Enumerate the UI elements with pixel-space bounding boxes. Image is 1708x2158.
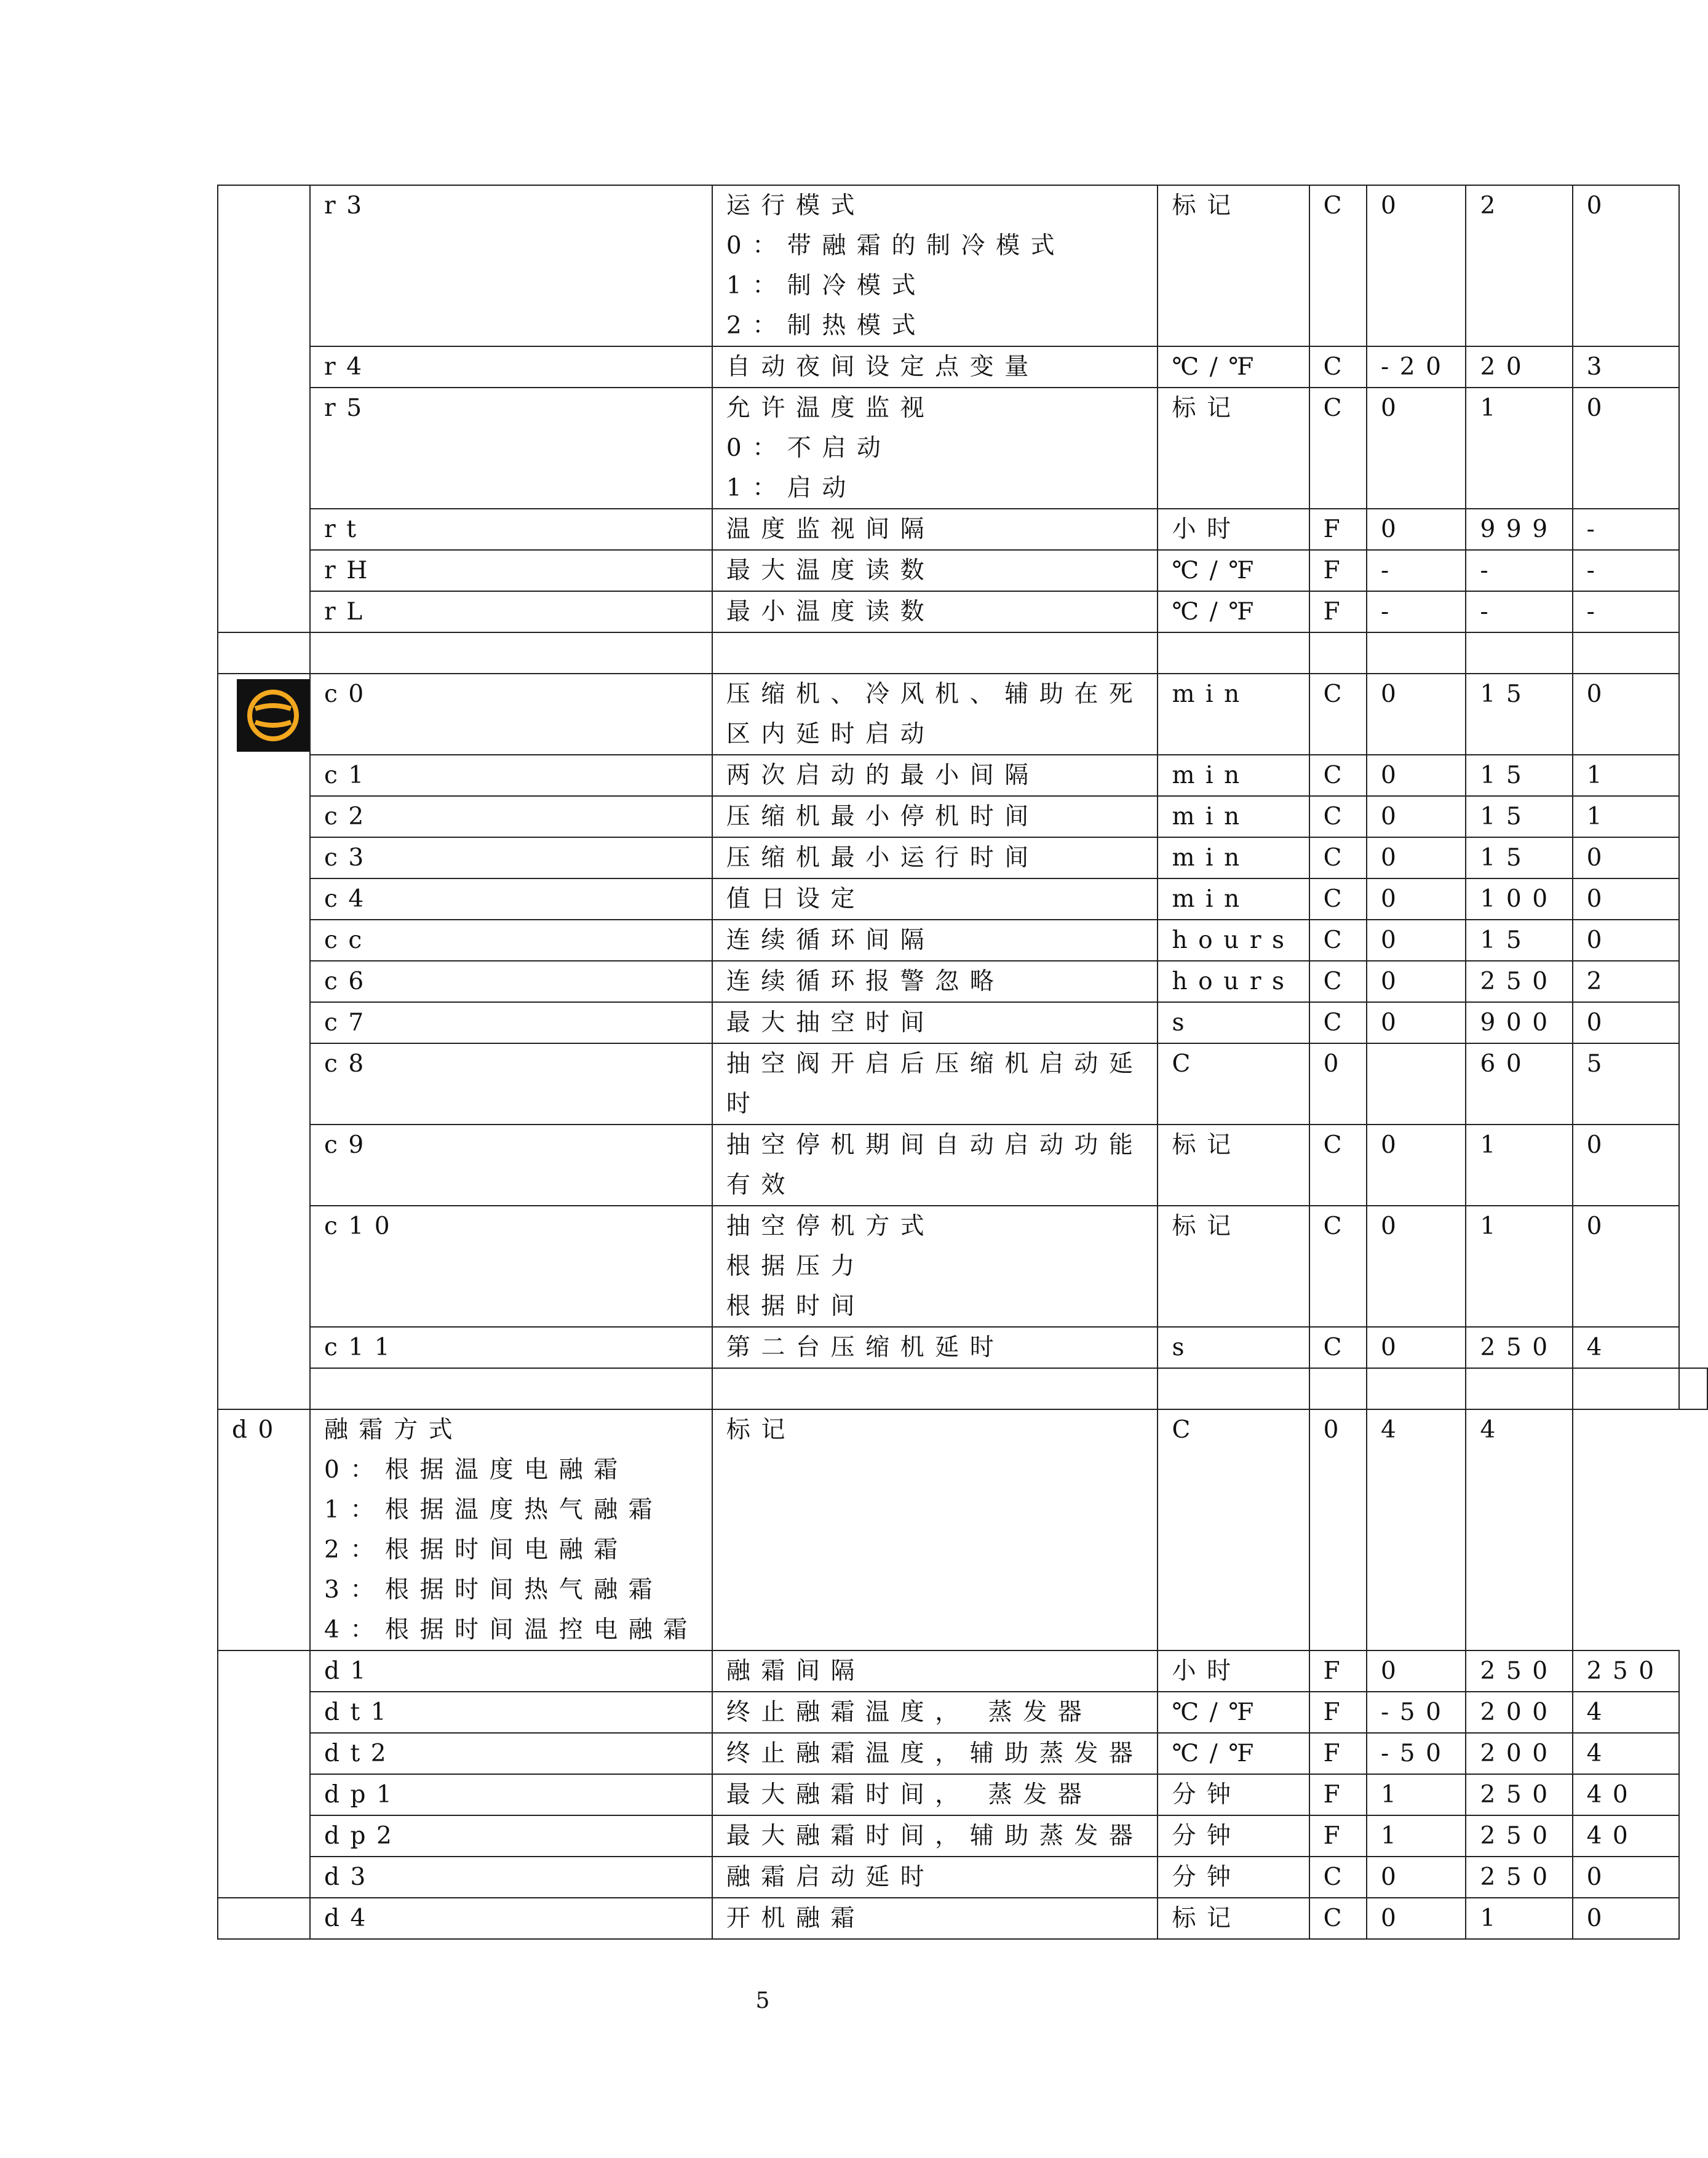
param-min: 0 — [1367, 185, 1466, 346]
param-code: c10 — [310, 1206, 712, 1327]
param-level: C — [1309, 837, 1367, 878]
param-unit: C — [1158, 1043, 1309, 1125]
page-number: 5 — [755, 1988, 770, 2013]
param-code: c11 — [310, 1327, 712, 1368]
param-code: d3 — [310, 1857, 712, 1898]
param-default: 40 — [1573, 1815, 1679, 1857]
empty-cell — [712, 632, 1158, 674]
param-description — [712, 837, 1158, 878]
param-code: rL — [310, 591, 712, 632]
param-description — [712, 1327, 1158, 1368]
param-min: 0 — [1367, 1125, 1466, 1206]
param-max: 200 — [1466, 1733, 1572, 1774]
description-line: 1：制冷模式 — [726, 272, 926, 300]
param-code: c7 — [310, 1002, 712, 1043]
param-code: rt — [310, 509, 712, 550]
param-unit: 标记 — [1158, 388, 1309, 509]
param-description — [712, 1815, 1158, 1857]
parameter-row — [218, 1002, 1707, 1043]
param-unit: hours — [1158, 961, 1309, 1002]
param-default: 1 — [1573, 755, 1679, 796]
parameter-row — [218, 1327, 1707, 1368]
param-code: dp2 — [310, 1815, 712, 1857]
parameter-row — [218, 1733, 1707, 1774]
description-line: 融霜间隔 — [726, 1657, 866, 1685]
param-level: C — [1309, 878, 1367, 920]
param-max: 15 — [1466, 755, 1572, 796]
parameter-row — [218, 1125, 1707, 1206]
description-line: 融霜启动延时 — [726, 1863, 935, 1891]
param-code: rH — [310, 550, 712, 591]
parameter-row — [218, 346, 1707, 388]
param-default: 2 — [1573, 961, 1679, 1002]
param-min: 0 — [1367, 1857, 1466, 1898]
param-level: C — [1309, 674, 1367, 755]
param-default: 0 — [1573, 674, 1679, 755]
param-level: 0 — [1309, 1043, 1367, 1125]
param-code: d4 — [310, 1898, 712, 1939]
param-level: F — [1309, 591, 1367, 632]
param-unit: 标记 — [1158, 1206, 1309, 1327]
empty-cell — [712, 1368, 1158, 1409]
parameter-row — [218, 920, 1707, 961]
description-line: 压缩机最小停机时间 — [726, 803, 1039, 830]
param-default: 0 — [1573, 1857, 1679, 1898]
param-max: 900 — [1466, 1002, 1572, 1043]
param-default: 4 — [1466, 1409, 1572, 1650]
param-code: c6 — [310, 961, 712, 1002]
parameter-row — [218, 1206, 1707, 1327]
description-line: 3：根据时间热气融霜 — [324, 1576, 664, 1604]
param-description — [712, 346, 1158, 388]
param-unit: min — [1158, 796, 1309, 837]
param-description — [310, 1409, 712, 1650]
param-level: C — [1309, 920, 1367, 961]
param-level: F — [1309, 1692, 1367, 1733]
description-line: 0：根据温度电融霜 — [324, 1456, 629, 1484]
param-code: cc — [310, 920, 712, 961]
param-description — [712, 1774, 1158, 1815]
parameter-row — [218, 1692, 1707, 1733]
param-description — [712, 185, 1158, 346]
description-line: 2：根据时间电融霜 — [324, 1536, 629, 1564]
param-min: -20 — [1367, 346, 1466, 388]
param-code: r4 — [310, 346, 712, 388]
empty-cell — [1367, 632, 1466, 674]
param-description — [712, 1002, 1158, 1043]
param-max: 250 — [1466, 1774, 1572, 1815]
param-description — [712, 878, 1158, 920]
description-line: 4：根据时间温控电融霜 — [324, 1616, 698, 1644]
param-code: dt1 — [310, 1692, 712, 1733]
param-default: 0 — [1573, 1206, 1679, 1327]
description-line: 0：不启动 — [726, 434, 892, 462]
param-min: 0 — [1367, 1898, 1466, 1939]
param-level: C — [1309, 185, 1367, 346]
param-code: dp1 — [310, 1774, 712, 1815]
param-default: 0 — [1573, 1898, 1679, 1939]
description-line: 两次启动的最小间隔 — [726, 762, 1039, 789]
param-level: F — [1309, 550, 1367, 591]
description-line: 压缩机、冷风机、辅助在死区内延时启动 — [726, 680, 1144, 748]
parameter-row — [218, 1774, 1707, 1815]
empty-cell — [1158, 632, 1309, 674]
parameter-row — [218, 1857, 1707, 1898]
empty-cell — [1309, 1368, 1367, 1409]
param-min: -50 — [1367, 1733, 1466, 1774]
param-unit: 标记 — [1158, 1125, 1309, 1206]
empty-cell — [1466, 632, 1572, 674]
parameter-row — [218, 1898, 1707, 1939]
param-description — [712, 961, 1158, 1002]
empty-cell — [1573, 1368, 1679, 1409]
description-line: 最大抽空时间 — [726, 1009, 935, 1037]
description-line: 连续循环报警忽略 — [726, 968, 1005, 995]
spacer-row — [218, 1368, 1707, 1409]
param-level: C — [1309, 1206, 1367, 1327]
group-icon-cell — [218, 674, 310, 1409]
param-max: 999 — [1466, 509, 1572, 550]
param-max: 15 — [1466, 674, 1572, 755]
param-level: C — [1309, 961, 1367, 1002]
param-min: 0 — [1367, 1327, 1466, 1368]
param-code: c9 — [310, 1125, 712, 1206]
param-default: 0 — [1573, 185, 1679, 346]
param-description — [712, 1733, 1158, 1774]
group-icon-cell — [218, 1898, 310, 1939]
param-unit: s — [1158, 1002, 1309, 1043]
param-unit: ℃/℉ — [1158, 591, 1309, 632]
description-line: 抽空停机方式 — [726, 1212, 935, 1240]
param-max: 4 — [1367, 1409, 1466, 1650]
param-default: 40 — [1573, 1774, 1679, 1815]
param-min: 0 — [1367, 755, 1466, 796]
empty-cell — [1158, 1368, 1309, 1409]
param-max: 100 — [1466, 878, 1572, 920]
param-default: 4 — [1573, 1327, 1679, 1368]
param-min — [1367, 1043, 1466, 1125]
param-level: F — [1309, 1733, 1367, 1774]
description-line: 最大融霜时间， 蒸发器 — [726, 1781, 1093, 1809]
param-min: 1 — [1367, 1815, 1466, 1857]
description-line: 2：制热模式 — [726, 312, 926, 340]
param-code: c8 — [310, 1043, 712, 1125]
parameter-row — [218, 674, 1707, 755]
param-default: 5 — [1573, 1043, 1679, 1125]
param-description — [712, 1206, 1158, 1327]
compressor-icon — [237, 679, 309, 752]
parameter-row — [218, 1650, 1707, 1692]
param-max: 250 — [1466, 1327, 1572, 1368]
param-unit: 标记 — [1158, 1898, 1309, 1939]
param-min: 0 — [1367, 837, 1466, 878]
description-line: 运行模式 — [726, 192, 866, 220]
param-code: dt2 — [310, 1733, 712, 1774]
param-code: c0 — [310, 674, 712, 755]
parameter-row — [218, 388, 1707, 509]
param-max: 1 — [1466, 1898, 1572, 1939]
param-unit: min — [1158, 837, 1309, 878]
param-code: c3 — [310, 837, 712, 878]
param-min: 0 — [1367, 1206, 1466, 1327]
param-level: C — [1158, 1409, 1309, 1650]
parameter-row — [218, 837, 1707, 878]
empty-cell — [1309, 632, 1367, 674]
empty-cell — [218, 632, 310, 674]
param-max: 200 — [1466, 1692, 1572, 1733]
parameter-row — [218, 796, 1707, 837]
description-line: 连续循环间隔 — [726, 926, 935, 954]
param-default: 0 — [1573, 837, 1679, 878]
param-default: 250 — [1573, 1650, 1679, 1692]
parameter-row — [218, 509, 1707, 550]
spacer-row — [218, 632, 1707, 674]
param-max: 250 — [1466, 961, 1572, 1002]
param-default: 0 — [1573, 878, 1679, 920]
description-line: 允许温度监视 — [726, 394, 935, 422]
param-default: - — [1573, 591, 1679, 632]
param-min: 0 — [1367, 878, 1466, 920]
param-min: 0 — [1367, 1650, 1466, 1692]
param-unit: min — [1158, 878, 1309, 920]
param-level: C — [1309, 796, 1367, 837]
param-description — [712, 1650, 1158, 1692]
param-description — [712, 796, 1158, 837]
description-line: 最大融霜时间，辅助蒸发器 — [726, 1822, 1144, 1850]
param-description — [712, 1043, 1158, 1125]
param-max: 1 — [1466, 1206, 1572, 1327]
param-default: 0 — [1573, 388, 1679, 509]
param-unit: hours — [1158, 920, 1309, 961]
param-max: 20 — [1466, 346, 1572, 388]
param-max: 15 — [1466, 920, 1572, 961]
param-max: 15 — [1466, 837, 1572, 878]
param-level: F — [1309, 1774, 1367, 1815]
param-unit: 小时 — [1158, 509, 1309, 550]
param-level: C — [1309, 1898, 1367, 1939]
description-line: 自动夜间设定点变量 — [726, 353, 1039, 381]
param-min: 0 — [1367, 796, 1466, 837]
param-default: - — [1573, 550, 1679, 591]
parameter-row — [218, 1409, 1707, 1650]
param-level: C — [1309, 1327, 1367, 1368]
param-description — [712, 550, 1158, 591]
description-line: 温度监视间隔 — [726, 516, 935, 543]
param-max: 2 — [1466, 185, 1572, 346]
param-level: F — [1309, 1650, 1367, 1692]
param-description — [712, 1898, 1158, 1939]
param-code: c4 — [310, 878, 712, 920]
param-description — [712, 1692, 1158, 1733]
param-max: 250 — [1466, 1650, 1572, 1692]
description-line: 抽空阀开启后压缩机启动延时 — [726, 1050, 1144, 1118]
param-description — [712, 1125, 1158, 1206]
param-max: - — [1466, 591, 1572, 632]
param-max: 250 — [1466, 1857, 1572, 1898]
param-default: - — [1573, 509, 1679, 550]
param-min: 0 — [1367, 674, 1466, 755]
param-max: 1 — [1466, 388, 1572, 509]
param-unit: ℃/℉ — [1158, 1692, 1309, 1733]
param-code: c1 — [310, 755, 712, 796]
empty-cell — [1466, 1368, 1572, 1409]
description-line: 根据压力 — [726, 1252, 866, 1280]
param-description — [712, 755, 1158, 796]
param-unit: ℃/℉ — [1158, 1733, 1309, 1774]
param-max: 15 — [1466, 796, 1572, 837]
description-line: 根据时间 — [726, 1292, 866, 1320]
description-line: 1：根据温度热气融霜 — [324, 1496, 664, 1524]
param-unit: min — [1158, 755, 1309, 796]
param-description — [712, 920, 1158, 961]
param-code: d0 — [218, 1409, 310, 1650]
param-description — [712, 388, 1158, 509]
param-max: 60 — [1466, 1043, 1572, 1125]
param-min: 0 — [1309, 1409, 1367, 1650]
param-unit: ℃/℉ — [1158, 550, 1309, 591]
param-min: 0 — [1367, 920, 1466, 961]
param-default: 4 — [1573, 1692, 1679, 1733]
param-code: r3 — [310, 185, 712, 346]
empty-cell — [1679, 1368, 1707, 1409]
parameter-table — [217, 185, 1708, 1940]
parameter-row — [218, 185, 1707, 346]
param-unit: 小时 — [1158, 1650, 1309, 1692]
table-body — [218, 185, 1707, 1939]
param-description — [712, 591, 1158, 632]
param-level: C — [1309, 346, 1367, 388]
description-line: 第二台压缩机延时 — [726, 1334, 1005, 1361]
param-max: 1 — [1466, 1125, 1572, 1206]
param-unit: 分钟 — [1158, 1774, 1309, 1815]
param-code: c2 — [310, 796, 712, 837]
description-line: 最大温度读数 — [726, 557, 935, 584]
description-line: 融霜方式 — [324, 1416, 464, 1444]
description-line: 开机融霜 — [726, 1905, 866, 1932]
description-line: 压缩机最小运行时间 — [726, 844, 1039, 872]
param-level: C — [1309, 1002, 1367, 1043]
param-min: 0 — [1367, 1002, 1466, 1043]
param-unit: s — [1158, 1327, 1309, 1368]
description-line: 抽空停机期间自动启动功能有效 — [726, 1131, 1144, 1199]
param-default: 0 — [1573, 1125, 1679, 1206]
description-line: 终止融霜温度，辅助蒸发器 — [726, 1740, 1144, 1767]
param-code: r5 — [310, 388, 712, 509]
param-unit: min — [1158, 674, 1309, 755]
param-level: C — [1309, 388, 1367, 509]
param-unit: ℃/℉ — [1158, 346, 1309, 388]
param-level: F — [1309, 509, 1367, 550]
param-unit: 分钟 — [1158, 1857, 1309, 1898]
description-line: 最小温度读数 — [726, 598, 935, 626]
param-default: 4 — [1573, 1733, 1679, 1774]
param-default: 0 — [1573, 920, 1679, 961]
param-level: C — [1309, 755, 1367, 796]
parameter-row — [218, 1043, 1707, 1125]
param-level: C — [1309, 1857, 1367, 1898]
param-max: - — [1466, 550, 1572, 591]
param-level: F — [1309, 1815, 1367, 1857]
param-description — [712, 509, 1158, 550]
parameter-row — [218, 1815, 1707, 1857]
param-min: 0 — [1367, 509, 1466, 550]
param-min: 0 — [1367, 388, 1466, 509]
parameter-row — [218, 961, 1707, 1002]
parameter-row — [218, 755, 1707, 796]
param-description — [712, 674, 1158, 755]
description-line: 0：带融霜的制冷模式 — [726, 232, 1066, 260]
empty-cell — [1367, 1368, 1466, 1409]
param-unit: 标记 — [1158, 185, 1309, 346]
param-code: d1 — [310, 1650, 712, 1692]
description-line: 1：启动 — [726, 474, 857, 502]
empty-cell — [1573, 632, 1679, 674]
param-min: - — [1367, 550, 1466, 591]
group-icon-cell — [218, 185, 310, 632]
param-min: 1 — [1367, 1774, 1466, 1815]
param-default: 3 — [1573, 346, 1679, 388]
group-icon-cell — [218, 1650, 310, 1898]
param-min: -50 — [1367, 1692, 1466, 1733]
param-level: C — [1309, 1125, 1367, 1206]
empty-cell — [310, 632, 712, 674]
param-default: 1 — [1573, 796, 1679, 837]
description-line: 值日设定 — [726, 885, 866, 913]
description-line: 终止融霜温度， 蒸发器 — [726, 1698, 1093, 1726]
parameter-row — [218, 878, 1707, 920]
parameter-row — [218, 550, 1707, 591]
parameter-row — [218, 591, 1707, 632]
param-unit: 分钟 — [1158, 1815, 1309, 1857]
param-min: 0 — [1367, 961, 1466, 1002]
param-max: 250 — [1466, 1815, 1572, 1857]
param-description — [712, 1857, 1158, 1898]
param-unit: 标记 — [712, 1409, 1158, 1650]
empty-cell — [310, 1368, 712, 1409]
param-default: 0 — [1573, 1002, 1679, 1043]
param-min: - — [1367, 591, 1466, 632]
